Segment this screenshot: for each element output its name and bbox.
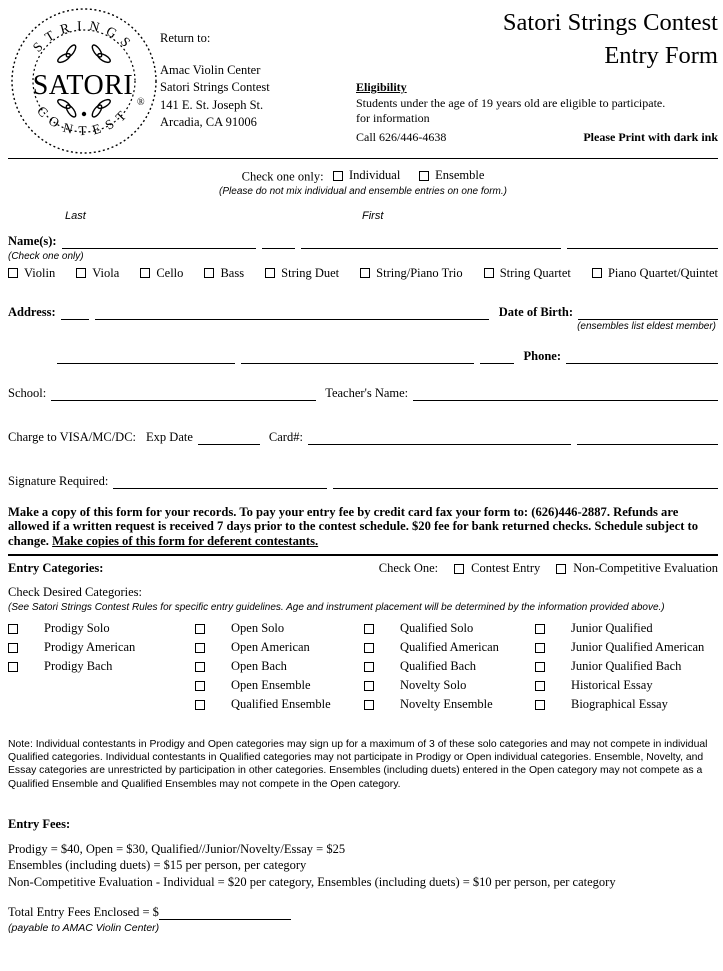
- exp-date-field: [198, 430, 260, 445]
- address-field: [95, 305, 489, 320]
- desired-categories-label: Check Desired Categories:: [8, 585, 142, 600]
- ensemble-checkbox[interactable]: [419, 171, 429, 181]
- instrument-string-duet[interactable]: [265, 266, 339, 281]
- charge-label: Charge to VISA/MC/DC:: [8, 429, 137, 444]
- checkbox[interactable]: [195, 681, 205, 691]
- instrument-label: Bass: [220, 265, 245, 280]
- category-label: Novelty Solo: [400, 678, 467, 693]
- checkbox[interactable]: [364, 681, 374, 691]
- signature-field: [113, 474, 327, 489]
- category-prodigy-american[interactable]: [8, 640, 195, 655]
- category-junior-qualified-bach[interactable]: [535, 659, 718, 674]
- instrument-label: String Duet: [281, 265, 340, 280]
- header-right-column: [338, 0, 718, 158]
- contest-entry-option[interactable]: [454, 561, 540, 576]
- category-column-qualified: [364, 621, 535, 712]
- total-fees-field: [159, 905, 291, 920]
- dob-field: [578, 305, 718, 320]
- entry-fees-heading: Entry Fees:: [8, 816, 71, 831]
- instrument-label: Violin: [24, 265, 56, 280]
- category-label: Open Bach: [231, 659, 287, 674]
- guidelines-note: (See Satori Strings Contest Rules for specific entry guidelines. Age and instrument placement will be determined by the information provided above.): [8, 602, 665, 614]
- school-row: [8, 386, 718, 401]
- instrument-viola[interactable]: [76, 266, 119, 281]
- return-address-line: Amac Violin Center: [160, 62, 261, 77]
- teacher-field: [413, 386, 718, 401]
- blank-line: [480, 349, 514, 364]
- category-prodigy-bach[interactable]: [8, 659, 195, 674]
- checkbox[interactable]: [364, 662, 374, 672]
- viola-checkbox[interactable]: [76, 268, 86, 278]
- category-label: Open Ensemble: [231, 678, 311, 693]
- instrument-string-quartet[interactable]: [484, 266, 571, 281]
- fee-line: Prodigy = $40, Open = $30, Qualified//Junior/Novelty/Essay = $25: [8, 841, 346, 856]
- individual-label: Individual: [348, 168, 401, 182]
- checkbox[interactable]: [195, 700, 205, 710]
- print-instruction: Please Print with dark ink: [583, 129, 718, 144]
- contest-entry-checkbox[interactable]: [454, 564, 464, 574]
- laurel-wreath-top: [56, 44, 111, 65]
- form-header: [8, 0, 718, 158]
- category-novelty-solo[interactable]: [364, 678, 535, 693]
- satori-logo: [8, 0, 160, 158]
- dob-ensemble-note: (ensembles list eldest member): [577, 320, 716, 332]
- exp-date-label: Exp Date: [146, 429, 193, 444]
- category-label: Prodigy American: [44, 640, 136, 655]
- fee-line: Ensembles (including duets) = $15 per person, per category: [8, 858, 307, 873]
- checkbox[interactable]: [195, 624, 205, 634]
- instrument-bass[interactable]: [204, 266, 244, 281]
- total-fees-label: Total Entry Fees Enclosed = $: [8, 905, 159, 920]
- category-biographical-essay[interactable]: [535, 697, 718, 712]
- category-label: Junior Qualified: [571, 621, 653, 636]
- name-row: [8, 234, 718, 249]
- first-name-column-label: First: [362, 209, 384, 222]
- category-column-prodigy: [8, 621, 195, 712]
- contest-type-options: [379, 561, 718, 576]
- address-row: [8, 305, 718, 320]
- section-divider: [8, 554, 718, 556]
- category-novelty-ensemble[interactable]: [364, 697, 535, 712]
- instrument-checkbox-row: [8, 266, 718, 281]
- ensemble-label: Ensemble: [435, 168, 485, 182]
- checkbox[interactable]: [535, 700, 545, 710]
- phone-field: [566, 349, 718, 364]
- mix-warning-note: (Please do not mix individual and ensemble entries on one form.): [219, 185, 507, 197]
- category-column-junior: [535, 621, 718, 712]
- card-number-field: [308, 430, 571, 445]
- category-qualified-ensemble[interactable]: [195, 697, 364, 712]
- school-label: School:: [8, 385, 47, 400]
- fees-lines: [8, 841, 718, 891]
- satori-seal-graphic: [8, 4, 158, 156]
- category-historical-essay[interactable]: [535, 678, 718, 693]
- category-junior-qualified-american[interactable]: [535, 640, 718, 655]
- category-label: Qualified Bach: [400, 659, 477, 674]
- category-open-solo[interactable]: [195, 621, 364, 636]
- eligibility-heading: Eligibility: [356, 80, 407, 95]
- check-one-label: Check One:: [378, 561, 439, 576]
- logo-center-text: SATORI: [32, 70, 134, 101]
- bass-checkbox[interactable]: [204, 268, 214, 278]
- checkbox[interactable]: [8, 662, 18, 672]
- checkbox[interactable]: [535, 643, 545, 653]
- contact-phone: Call 626/446-4638: [356, 129, 447, 144]
- contest-entry-label: Contest Entry: [471, 561, 541, 576]
- form-title: [338, 6, 718, 72]
- non-competitive-option[interactable]: [556, 561, 718, 576]
- category-label: Novelty Ensemble: [400, 697, 493, 712]
- instrument-label: String/Piano Trio: [376, 265, 463, 280]
- category-label: Qualified Ensemble: [231, 697, 331, 712]
- records-instructions-text: Make a copy of this form for your records. To pay your entry fee by credit card fax your form to: (626)446-2887. Refunds are allowed if a written request is received 7 days prior to the contest schedule. $20 fee for bank returned checks. Schedule subject to change.: [8, 504, 699, 549]
- category-label: Junior Qualified American: [571, 640, 705, 655]
- checkbox[interactable]: [8, 624, 18, 634]
- records-instructions: [8, 505, 718, 550]
- check-one-note: (Check one only): [8, 250, 84, 262]
- return-address-line: 141 E. St. Joseph St.: [160, 97, 264, 112]
- name-label: Name(s):: [8, 233, 57, 248]
- cello-checkbox[interactable]: [140, 268, 150, 278]
- category-open-ensemble[interactable]: [195, 678, 364, 693]
- instrument-cello[interactable]: [140, 266, 183, 281]
- instrument-label: String Quartet: [499, 265, 571, 280]
- non-competitive-checkbox[interactable]: [556, 564, 566, 574]
- ensemble-checkbox-item[interactable]: [419, 168, 484, 183]
- category-qualified-bach[interactable]: [364, 659, 535, 674]
- individual-checkbox[interactable]: [333, 171, 343, 181]
- blank-line: [333, 474, 718, 489]
- blank-line: [577, 430, 718, 445]
- checkbox[interactable]: [195, 643, 205, 653]
- category-open-bach[interactable]: [195, 659, 364, 674]
- form-title-line1: Satori Strings Contest: [502, 9, 718, 36]
- category-label: Open Solo: [231, 621, 285, 636]
- instrument-label: Cello: [156, 265, 184, 280]
- card-number-label: Card#:: [268, 429, 303, 444]
- category-label: Historical Essay: [571, 678, 653, 693]
- checkbox[interactable]: [195, 662, 205, 672]
- string-piano-trio-checkbox[interactable]: [360, 268, 370, 278]
- last-name-column-label: Last: [65, 209, 86, 222]
- logo-bottom-arc-text: CONTEST: [34, 103, 134, 139]
- category-label: Prodigy Bach: [44, 659, 113, 674]
- return-address-line: Arcadia, CA 91006: [160, 115, 257, 129]
- category-label: Qualified American: [400, 640, 499, 655]
- checkbox[interactable]: [8, 643, 18, 653]
- category-label: Qualified Solo: [400, 621, 474, 636]
- instrument-violin[interactable]: [8, 266, 55, 281]
- non-competitive-label: Non-Competitive Evaluation: [573, 561, 718, 576]
- signature-row: [8, 474, 718, 489]
- category-rules-note: Note: Individual contestants in Prodigy and Open categories may sign up for a maximum of 3 of these solo categories and may not compete in individual Qualified categories. Individual contestants in Qualified categories may not participate in Prodigy or Open individual categories. Ensemble, Novelty, and Essay categories are unrestricted by participation in other categories. Ensembles (including duets) entered in the Open category may not compete as a Qualified Ensemble and Qualified Ensembles may not compete in the Open category.: [8, 739, 708, 790]
- teacher-label: Teacher's Name:: [325, 385, 409, 400]
- category-label: Biographical Essay: [571, 697, 668, 712]
- checkbox[interactable]: [364, 624, 374, 634]
- eligibility-text: Students under the age of 19 years old are eligible to participate.: [356, 95, 666, 110]
- logo-top-arc-text: STRINGS: [29, 17, 139, 55]
- school-field: [51, 386, 316, 401]
- total-fees-row: [8, 905, 718, 920]
- category-column-open: [195, 621, 364, 712]
- checkbox[interactable]: [535, 681, 545, 691]
- string-duet-checkbox[interactable]: [265, 268, 275, 278]
- check-one-only-label: Check one only:: [241, 169, 324, 184]
- instrument-piano-quartet-quintet[interactable]: [592, 266, 718, 281]
- blank-line: [57, 349, 235, 364]
- category-label: Junior Qualified Bach: [571, 659, 682, 674]
- dob-label: Date of Birth:: [498, 304, 573, 319]
- address-line2-row: [8, 349, 718, 364]
- entry-categories-header: [8, 561, 718, 576]
- violin-checkbox[interactable]: [8, 268, 18, 278]
- checkbox[interactable]: [535, 624, 545, 634]
- address-label: Address:: [8, 304, 56, 319]
- return-address-block: [160, 0, 338, 158]
- category-open-american[interactable]: [195, 640, 364, 655]
- eligibility-block: [356, 80, 718, 145]
- fee-line: Non-Competitive Evaluation - Individual = $20 per category, Ensembles (including duets) = $10 per person, per category: [8, 874, 616, 889]
- individual-checkbox-item[interactable]: [333, 168, 400, 183]
- make-copies-underlined: Make copies of this form for deferent contestants.: [52, 534, 319, 549]
- instrument-label: Viola: [92, 265, 120, 280]
- name-column-labels: [8, 210, 718, 225]
- category-qualified-solo[interactable]: [364, 621, 535, 636]
- last-name-field: [62, 234, 257, 249]
- blank-line: [567, 234, 718, 249]
- category-grid: [8, 621, 718, 712]
- return-address-line: Satori Strings Contest: [160, 80, 270, 94]
- return-to-label: Return to:: [160, 31, 211, 45]
- category-junior-qualified[interactable]: [535, 621, 718, 636]
- blank-line: [61, 305, 89, 320]
- checkbox[interactable]: [364, 700, 374, 710]
- category-qualified-american[interactable]: [364, 640, 535, 655]
- category-label: Open American: [231, 640, 310, 655]
- charge-row: [8, 430, 718, 445]
- category-label: Prodigy Solo: [44, 621, 110, 636]
- instrument-string-piano-trio[interactable]: [360, 266, 463, 281]
- signature-label: Signature Required:: [8, 473, 109, 488]
- category-prodigy-solo[interactable]: [8, 621, 195, 636]
- instrument-label: Piano Quartet/Quintet: [607, 265, 718, 280]
- checkbox[interactable]: [535, 662, 545, 672]
- payable-note: (payable to AMAC Violin Center): [8, 922, 160, 935]
- entry-type-row: [8, 168, 718, 185]
- string-quartet-checkbox[interactable]: [484, 268, 494, 278]
- checkbox[interactable]: [364, 643, 374, 653]
- eligibility-text2: for information: [356, 111, 430, 126]
- entry-categories-heading: Entry Categories:: [8, 561, 104, 576]
- registered-trademark-icon: ®: [137, 97, 145, 108]
- piano-quartet-quintet-checkbox[interactable]: [592, 268, 602, 278]
- phone-label: Phone:: [523, 348, 561, 363]
- blank-line: [241, 349, 473, 364]
- form-title-line2: Entry Form: [604, 42, 718, 70]
- blank-line: [262, 234, 294, 249]
- first-name-field: [301, 234, 561, 249]
